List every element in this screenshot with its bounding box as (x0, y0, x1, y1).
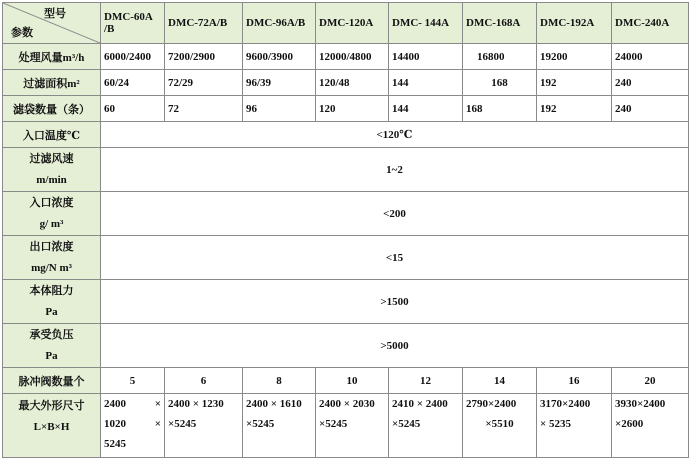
airflow-value: 14400 (389, 44, 463, 70)
bag-count-value: 240 (612, 96, 689, 122)
bag-count-value: 168 (463, 96, 537, 122)
bag-count-value: 192 (537, 96, 612, 122)
inlet-conc-row (3, 192, 689, 236)
spec-table (2, 2, 689, 458)
filter-velocity-row (3, 148, 689, 192)
valves-value: 5 (101, 368, 165, 394)
dimensions-value (389, 394, 463, 458)
filter-area-value: 60/24 (101, 70, 165, 96)
dim-height: 5245 (104, 438, 126, 450)
inlet-temp-row (3, 122, 689, 148)
header-row (3, 3, 689, 44)
outlet-conc-row (3, 236, 689, 280)
inlet-temp-value: <120℃ (101, 122, 689, 148)
filter-area-value: 192 (537, 70, 612, 96)
dimensions-label-text: 最大外形尺寸 (18, 400, 85, 412)
valves-row (3, 368, 689, 394)
model-header: DMC-168A (463, 3, 537, 44)
corner-cell (3, 3, 101, 44)
resistance-value: >1500 (101, 280, 689, 324)
dimensions-value (612, 394, 689, 458)
bag-count-row (3, 96, 689, 122)
model-header: DMC-96A/B (243, 3, 316, 44)
resistance-unit: Pa (45, 305, 58, 318)
inlet-conc-value: <200 (101, 192, 689, 236)
resistance-row (3, 280, 689, 324)
dim-lw: 3930×2400 (615, 398, 666, 410)
dim-width: 1020 (104, 418, 126, 430)
dim-lw: 2400 × 2030 (319, 398, 375, 410)
dimensions-unit: L×B×H (33, 421, 70, 433)
pressure-row (3, 324, 689, 368)
bag-count-value: 144 (389, 96, 463, 122)
resistance-label-text: 本体阻力 (29, 284, 74, 297)
filter-area-value: 144 (389, 70, 463, 96)
dim-h: ×2600 (615, 418, 644, 430)
inlet-temp-label: 入口温度℃ (3, 122, 101, 148)
dimensions-value (316, 394, 389, 458)
filter-area-value: 120/48 (316, 70, 389, 96)
valves-value: 20 (612, 368, 689, 394)
filter-area-value: 96/39 (243, 70, 316, 96)
airflow-value: 6000/2400 (101, 44, 165, 70)
inlet-conc-label (3, 192, 101, 236)
outlet-conc-value: <15 (101, 236, 689, 280)
filter-velocity-label-text: 过滤风速 (29, 152, 74, 165)
bag-count-value: 72 (165, 96, 243, 122)
outlet-conc-unit: mg/N m³ (31, 261, 72, 274)
pressure-value: >5000 (101, 324, 689, 368)
airflow-value: 7200/2900 (165, 44, 243, 70)
valves-label: 脉冲阀数量个 (3, 368, 101, 394)
airflow-label: 处理风量m³/h (3, 44, 101, 70)
valves-value: 6 (165, 368, 243, 394)
bag-count-label: 滤袋数量（条） (3, 96, 101, 122)
dim-h: × 5235 (540, 418, 572, 430)
filter-area-label: 过滤面积m² (3, 70, 101, 96)
dim-h: ×5245 (246, 418, 275, 430)
inlet-conc-unit: g/ m³ (39, 217, 64, 230)
airflow-value: 12000/4800 (316, 44, 389, 70)
dim-lw: 2790×2400 (466, 398, 517, 410)
pressure-unit: Pa (45, 349, 58, 362)
pressure-label-text: 承受负压 (29, 328, 74, 341)
dimensions-value (165, 394, 243, 458)
valves-value: 14 (463, 368, 537, 394)
airflow-value: 16800 (463, 44, 537, 70)
dim-h: ×5245 (168, 418, 197, 430)
filter-velocity-value: 1~2 (101, 148, 689, 192)
airflow-row (3, 44, 689, 70)
dimensions-value (101, 394, 165, 458)
valves-value: 16 (537, 368, 612, 394)
bag-count-value: 96 (243, 96, 316, 122)
corner-model-label: 型号 (44, 8, 66, 20)
filter-area-row (3, 70, 689, 96)
airflow-value: 9600/3900 (243, 44, 316, 70)
dim-h: ×5510 (485, 418, 514, 430)
valves-value: 8 (243, 368, 316, 394)
dim-h: ×5245 (319, 418, 348, 430)
dim-times: × (154, 398, 161, 410)
dimensions-label (3, 394, 101, 458)
valves-value: 10 (316, 368, 389, 394)
dimensions-value (463, 394, 537, 458)
pressure-label (3, 324, 101, 368)
airflow-value: 19200 (537, 44, 612, 70)
valves-value: 12 (389, 368, 463, 394)
dim-lw: 2410 × 2400 (392, 398, 448, 410)
model-header: DMC-60A /B (101, 3, 165, 44)
outlet-conc-label (3, 236, 101, 280)
dimensions-value (243, 394, 316, 458)
dimensions-value (537, 394, 612, 458)
filter-area-value: 240 (612, 70, 689, 96)
dim-h: ×5245 (392, 418, 421, 430)
model-header: DMC-240A (612, 3, 689, 44)
dim-lw: 3170×2400 (540, 398, 591, 410)
model-header: DMC-120A (316, 3, 389, 44)
airflow-value: 24000 (612, 44, 689, 70)
dimensions-row (3, 394, 689, 458)
corner-param-label: 参数 (11, 27, 33, 39)
resistance-label (3, 280, 101, 324)
filter-velocity-label (3, 148, 101, 192)
model-header: DMC-192A (537, 3, 612, 44)
filter-velocity-unit: m/min (36, 173, 67, 186)
bag-count-value: 120 (316, 96, 389, 122)
bag-count-value: 60 (101, 96, 165, 122)
model-header: DMC-72A/B (165, 3, 243, 44)
dim-times: × (154, 418, 161, 430)
dim-lw: 2400 × 1610 (246, 398, 302, 410)
outlet-conc-label-text: 出口浓度 (29, 240, 74, 253)
filter-area-value: 72/29 (165, 70, 243, 96)
filter-area-value: 168 (463, 70, 537, 96)
model-header: DMC- 144A (389, 3, 463, 44)
inlet-conc-label-text: 入口浓度 (29, 196, 74, 209)
dim-lw: 2400 × 1230 (168, 398, 224, 410)
dim-length: 2400 (104, 398, 126, 410)
